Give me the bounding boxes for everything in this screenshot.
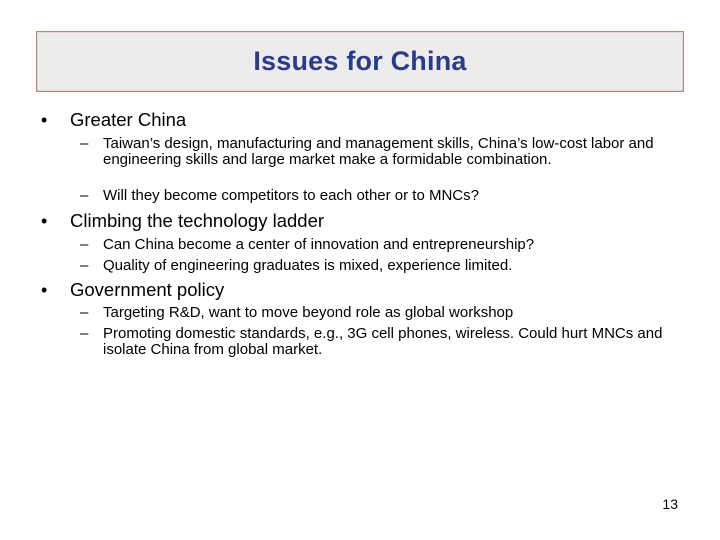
bullet-marker: • <box>41 280 48 300</box>
sub-item: Taiwan’s design, manufacturing and management skills, China’s low-cost labor and engineering skills and large market make a formidable combination. <box>103 135 654 168</box>
sub-item: Targeting R&D, want to move beyond role as global workshop <box>103 304 514 321</box>
page-number: 13 <box>662 496 678 512</box>
section-heading-technology-ladder: Climbing the technology ladder <box>70 210 325 231</box>
sub-item: Will they become competitors to each other or to MNCs? <box>103 187 479 204</box>
dash-marker: – <box>80 304 89 321</box>
dash-marker: – <box>80 187 89 204</box>
dash-marker: – <box>80 135 89 152</box>
dash-marker: – <box>80 325 89 342</box>
sub-item: Promoting domestic standards, e.g., 3G cell phones, wireless. Could hurt MNCs and isolate China from global market. <box>103 325 663 358</box>
section-heading-government-policy: Government policy <box>70 279 225 300</box>
dash-marker: – <box>80 236 89 253</box>
dash-marker: – <box>80 257 89 274</box>
sub-item: Quality of engineering graduates is mixed, experience limited. <box>103 257 513 274</box>
sub-item: Can China become a center of innovation and entrepreneurship? <box>103 236 535 253</box>
bullet-marker: • <box>41 110 48 130</box>
bullet-marker: • <box>41 211 48 231</box>
slide-title: Issues for China <box>253 46 467 76</box>
section-heading-greater-china: Greater China <box>70 109 187 130</box>
